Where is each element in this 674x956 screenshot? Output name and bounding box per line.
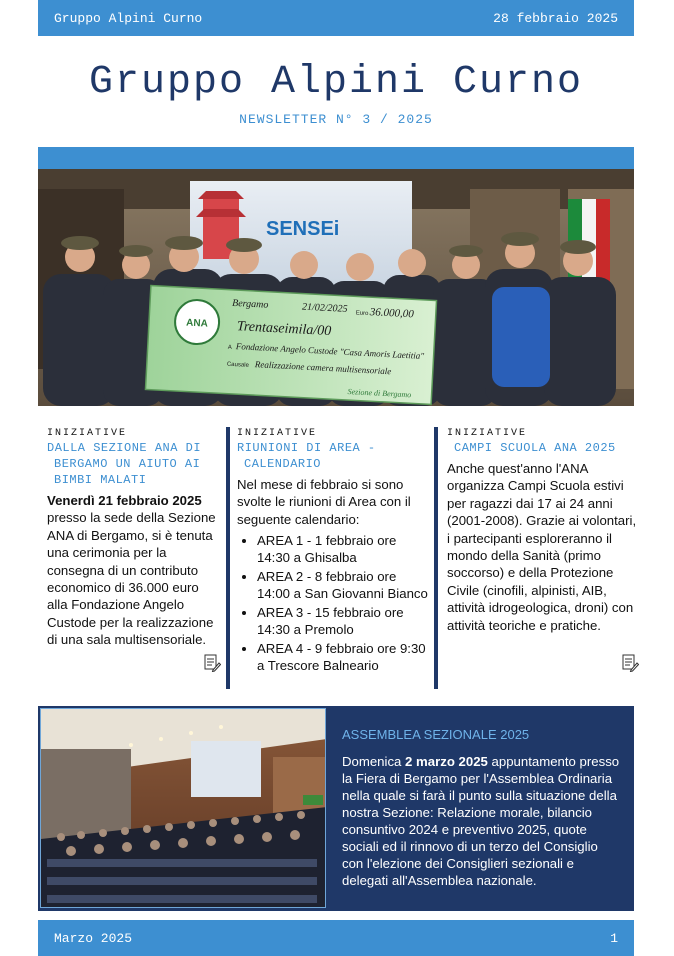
article-3-body: Anche quest'anno l'ANA organizza Campi Scuola estivi per ragazzi dai 17 ai 24 anni (2001-2008). Grazie ai volontari, i partecipanti esploreranno il mondo della Sanità (primo soccorso) e della Protezione Civile (cinofili, alpinisti, AIB, attività idrogeologica, droni) con attività teoriche e pratiche. — [447, 461, 637, 633]
article-2-body: Nel mese di febbraio si sono svolte le riunioni di Area con il seguente calendario: — [237, 477, 411, 527]
assembly-body — [342, 753, 622, 889]
cheque-issuer: Sezione di Bergamo — [347, 387, 412, 400]
org-name: Gruppo Alpini Curno — [54, 10, 203, 26]
page-title: Gruppo Alpini Curno — [88, 60, 584, 105]
document-edit-icon[interactable] — [621, 654, 639, 672]
cheque-logo-text: ANA — [185, 317, 209, 330]
cheque-payee-prefix: A — [227, 344, 232, 351]
cheque — [145, 286, 436, 405]
assembly-date: 2 marzo 2025 — [405, 754, 488, 769]
cheque-purpose: Realizzazione camera multisensoriale — [254, 359, 392, 377]
cheque-date: 21/02/2025 — [301, 301, 348, 315]
article-1-date: Venerdì 21 febbraio 2025 — [47, 493, 202, 508]
screen-logo-text: SENSEi — [266, 218, 340, 240]
document-edit-icon[interactable] — [203, 654, 221, 672]
article-1 — [47, 428, 222, 649]
article-2-title: RIUNIONI DI AREA - CALENDARIO — [237, 441, 376, 471]
article-1-body — [47, 492, 222, 649]
divider-strip — [38, 147, 634, 169]
column-divider-2 — [434, 427, 438, 689]
article-2 — [237, 428, 431, 676]
article-3-title: CAMPI SCUOLA ANA 2025 — [454, 441, 616, 455]
article-1-kicker: INIZIATIVE — [47, 428, 128, 439]
footer-bar — [38, 920, 634, 956]
area-meetings-list — [237, 532, 431, 674]
cheque-payee: Fondazione Angelo Custode "Casa Amoris Laetitia" — [235, 341, 425, 361]
top-bar — [38, 0, 634, 36]
assembly-body-prefix: Domenica — [342, 754, 406, 769]
list-item: • AREA 4 - 9 febbraio ore 9:30 a Trescore Balneario — [257, 640, 431, 674]
column-divider-1 — [226, 427, 230, 689]
cheque-amount-label: Euro — [355, 310, 369, 318]
footer-month: Marzo 2025 — [54, 930, 133, 946]
newsletter-number: NEWSLETTER N° 3 / 2025 — [239, 112, 433, 127]
issue-date: 28 febbraio 2025 — [493, 10, 618, 26]
page-number: 1 — [610, 930, 618, 946]
cheque-amount-words: Trentaseimila/00 — [236, 319, 332, 340]
assembly-title: ASSEMBLEA SEZIONALE 2025 — [342, 727, 530, 742]
article-3-kicker: INIZIATIVE — [447, 428, 528, 439]
assembly-body-text: appuntamento presso la Fiera di Bergamo per l'Assemblea Ordinaria nella quale si farà il punto sulla situazione della nostra Sezione: Relazione morale, bilancio consuntivo 2024 e preventivo 2025, quote sociali ed il rinnovo di un terzo del Consiglio con l'elezione dei Consiglieri sezionali e delegati all'Assemblea nazionale. — [342, 754, 620, 888]
article-2-kicker: INIZIATIVE — [237, 428, 318, 439]
assembly-photo — [40, 708, 326, 908]
list-item: • AREA 2 - 8 febbraio ore 14:00 a San Giovanni Bianco — [257, 568, 431, 602]
article-1-title: DALLA SEZIONE ANA DI BERGAMO UN AIUTO AI BIMBI MALATI — [47, 441, 202, 487]
list-item: • AREA 1 - 1 febbraio ore 14:30 a Ghisalba — [257, 532, 431, 566]
article-3 — [447, 428, 639, 634]
list-item: • AREA 3 - 15 febbraio ore 14:30 a Premolo — [257, 604, 431, 638]
cheque-amount: 36.000,00 — [369, 306, 415, 321]
hero-photo — [38, 169, 634, 406]
cheque-city: Bergamo — [231, 297, 269, 311]
article-1-text: presso la sede della Sezione ANA di Bergamo, si è tenuta una cerimonia per la consegna di un contributo economico di 36.000 euro alla Fondazione Angelo Custode per la realizzazione di una sala multisensoriale. — [47, 510, 216, 648]
cheque-purpose-label: Causale — [226, 361, 250, 369]
